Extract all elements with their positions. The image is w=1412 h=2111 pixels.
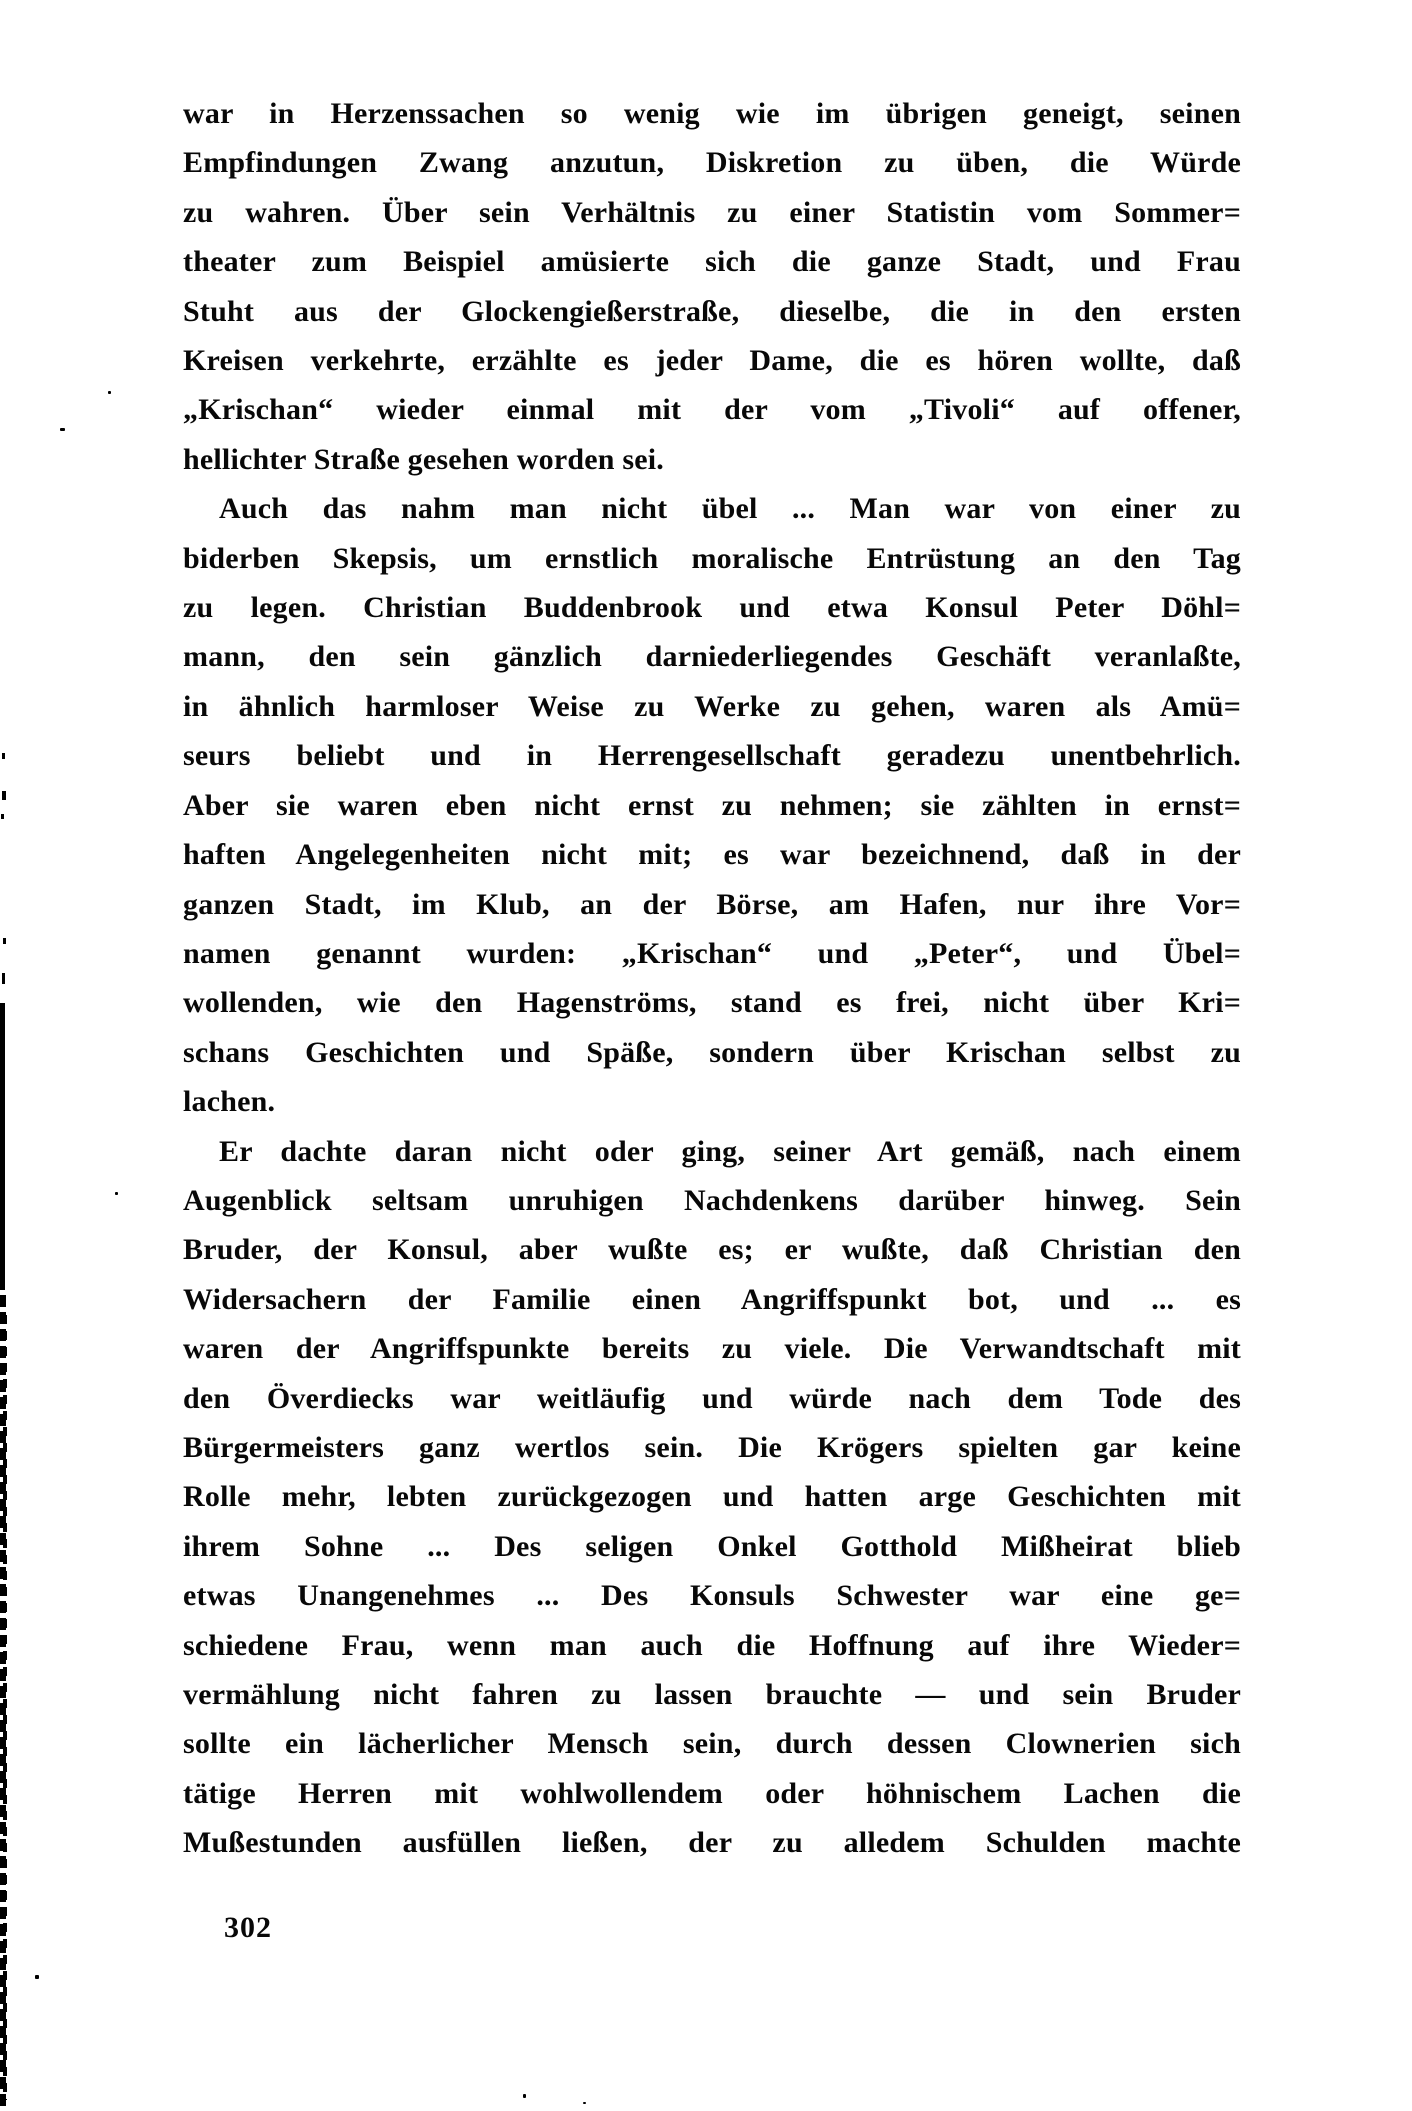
binding-mark <box>2 973 5 984</box>
text-line: Empfindungen Zwang anzutun, Diskretion zu üben, die Würde <box>183 146 1241 180</box>
binding-shadow-rough <box>3 1310 7 2100</box>
scan-speck <box>583 2102 586 2104</box>
text-line: zu wahren. Über sein Verhältnis zu einer Statistin vom Sommer= <box>183 195 1241 229</box>
text-line: Auch das nahm man nicht übel ... Man war von einer zu <box>219 492 1241 526</box>
binding-shadow-solid <box>0 1003 5 1290</box>
text-line: wollenden, wie den Hagenströms, stand es frei, nicht über Kri= <box>183 986 1241 1020</box>
text-line: haften Angelegenheiten nicht mit; es war bezeichnend, daß in der <box>183 838 1241 872</box>
text-line: ihrem Sohne ... Des seligen Onkel Gotthold Mißheirat blieb <box>183 1529 1241 1563</box>
scan-speck <box>523 2094 526 2098</box>
text-line: zu legen. Christian Buddenbrook und etwa Konsul Peter Döhl= <box>183 591 1241 625</box>
text-line: lachen. <box>183 1085 276 1119</box>
paragraph <box>183 484 1241 1126</box>
text-line: Widersachern der Familie einen Angriffspunkt bot, und ... es <box>183 1282 1241 1316</box>
text-line: Kreisen verkehrte, erzählte es jeder Dame, die es hören wollte, daß <box>183 344 1241 378</box>
binding-mark <box>2 791 6 800</box>
text-line: Stuht aus der Glockengießerstraße, dieselbe, die in den ersten <box>183 294 1241 328</box>
binding-mark <box>1 814 4 819</box>
text-line: waren der Angriffspunkte bereits zu viele. Die Verwandtschaft mit <box>183 1332 1241 1366</box>
paragraph <box>183 1127 1241 1868</box>
text-line: war in Herzenssachen so wenig wie im übrigen geneigt, seinen <box>183 97 1241 130</box>
scan-speck <box>35 1975 39 1979</box>
text-line: Augenblick seltsam unruhigen Nachdenkens darüber hinweg. Sein <box>183 1183 1241 1217</box>
scan-speck <box>60 428 65 431</box>
binding-mark <box>2 753 5 759</box>
text-line: sollte ein lächerlicher Mensch sein, durch dessen Clownerien sich <box>183 1727 1241 1761</box>
text-line: Bruder, der Konsul, aber wußte es; er wußte, daß Christian den <box>183 1233 1241 1267</box>
text-line: hellichter Straße gesehen worden sei. <box>183 442 664 476</box>
page-number: 302 <box>224 1911 272 1944</box>
text-block <box>183 89 1241 1868</box>
text-line: den Överdiecks war weitläufig und würde nach dem Tode des <box>183 1381 1241 1415</box>
text-line: Aber sie waren eben nicht ernst zu nehmen; sie zählten in ernst= <box>183 788 1241 822</box>
text-line: Bürgermeisters ganz wertlos sein. Die Krögers spielten gar keine <box>183 1430 1241 1464</box>
text-line: theater zum Beispiel amüsierte sich die ganze Stadt, und Frau <box>183 245 1241 279</box>
scan-speck <box>108 391 111 394</box>
text-line: in ähnlich harmloser Weise zu Werke zu gehen, waren als Amü= <box>183 689 1241 723</box>
text-line: mann, den sein gänzlich darniederliegendes Geschäft veranlaßte, <box>183 640 1241 674</box>
text-line: Rolle mehr, lebten zurückgezogen und hatten arge Geschichten mit <box>183 1480 1241 1514</box>
text-line: Er dachte daran nicht oder ging, seiner Art gemäß, nach einem <box>219 1134 1241 1168</box>
text-line: schiedene Frau, wenn man auch die Hoffnung auf ihre Wieder= <box>183 1628 1241 1662</box>
text-line: ganzen Stadt, im Klub, an der Börse, am Hafen, nur ihre Vor= <box>183 887 1241 921</box>
text-line: biderben Skepsis, um ernstlich moralische Entrüstung an den Tag <box>183 541 1241 575</box>
text-line: Mußestunden ausfüllen ließen, der zu alledem Schulden machte <box>183 1826 1241 1860</box>
text-line: „Krischan“ wieder einmal mit der vom „Tivoli“ auf offener, <box>183 393 1241 427</box>
text-line: namen genannt wurden: „Krischan“ und „Peter“, und Übel= <box>183 936 1241 970</box>
scan-speck <box>115 1192 118 1195</box>
binding-mark <box>3 938 6 944</box>
paragraph <box>183 89 1241 484</box>
text-line: schans Geschichten und Späße, sondern über Krischan selbst zu <box>183 1035 1241 1069</box>
text-line: tätige Herren mit wohlwollendem oder höhnischem Lachen die <box>183 1776 1241 1810</box>
text-line: etwas Unangenehmes ... Des Konsuls Schwester war eine ge= <box>183 1579 1241 1613</box>
text-line: seurs beliebt und in Herrengesellschaft geradezu unentbehrlich. <box>183 739 1241 773</box>
text-line: vermählung nicht fahren zu lassen brauchte — und sein Bruder <box>183 1678 1241 1711</box>
